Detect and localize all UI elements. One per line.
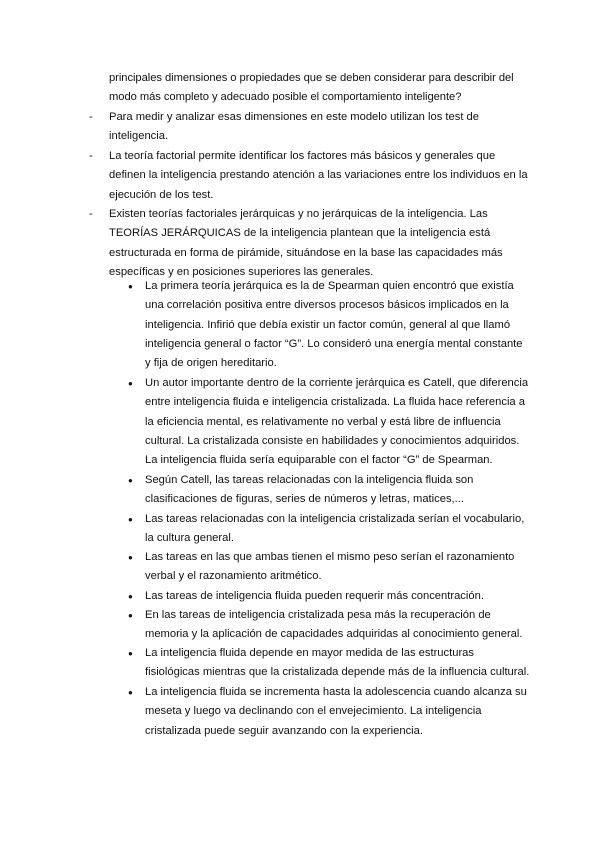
bullet-marker: ● <box>128 592 133 601</box>
dash-item-text: Para medir y analizar esas dimensiones en este modelo utilizan los test de inteligencia. <box>109 111 480 143</box>
dash-item-text: Existen teorías factoriales jerárquicas y no jerárquicas de la inteligencia. Las TEORÍAS JERÁRQUICAS de la inteligencia plantean que la inteligencia está estructurada en forma de pirámide, situándose en la base las capacidades más específicas y en posiciones superiores las generales. <box>109 208 503 278</box>
bullet-item-text: Las tareas en las que ambas tienen el mismo peso serían el razonamiento verbal y el razonamiento aritmético. <box>145 551 515 583</box>
bullet-item-text: La inteligencia fluida depende en mayor medida de las estructuras fisiológicas mientras que la cristalizada depende más de la influencia cultural. <box>145 647 530 679</box>
bullet-marker: ● <box>128 649 133 658</box>
bullet-item-text: Las tareas relacionadas con la inteligencia cristalizada serían el vocabulario, la cultura general. <box>145 513 525 545</box>
bullet-marker: ● <box>128 515 133 524</box>
bullet-item-text: La inteligencia fluida se incrementa hasta la adolescencia cuando alcanza su meseta y luego va declinando con el envejecimiento. La inteligencia cristalizada puede seguir avanzando con la experiencia. <box>145 686 527 737</box>
dash-marker: - <box>89 208 93 220</box>
bullet-marker: ● <box>128 379 133 388</box>
bullet-item-text: La primera teoría jerárquica es la de Spearman quien encontró que existía una correlación positiva entre diversos procesos básicos implicados en la inteligencia. Infirió que debía existir un factor común, general al que llamó inteligencia general o factor “G”. Lo consideró una energía mental constante y fija de origen hereditario. <box>145 280 523 370</box>
dash-marker: - <box>89 150 93 162</box>
dash-marker: - <box>89 111 93 123</box>
dash-item-text: La teoría factorial permite identificar los factores más básicos y generales que definen la inteligencia prestando atención a las variaciones entre los individuos en la ejecución de los test. <box>109 150 528 201</box>
bullet-item-text: Según Catell, las tareas relacionadas con la inteligencia fluida son clasificaciones de figuras, series de números y letras, matices,... <box>145 474 474 506</box>
bullet-marker: ● <box>128 476 133 485</box>
bullet-marker: ● <box>128 282 133 291</box>
bullet-item-text: Un autor importante dentro de la corriente jerárquica es Catell, que diferencia entre inteligencia fluida e inteligencia cristalizada. La fluida hace referencia a la eficiencia mental, es relativamente no verbal y está libre de influencia cultural. La cristalizada consiste en habilidades y conocimientos adquiridos. La inteligencia fluida sería equiparable con el factor “G” de Spearman. <box>145 377 529 467</box>
bullet-item-text: En las tareas de inteligencia cristalizada pesa más la recuperación de memoria y la aplicación de capacidades adquiridas al conocimiento general. <box>145 609 523 641</box>
continuation-paragraph: principales dimensiones o propiedades que se deben considerar para describir del modo más completo y adecuado posible el comportamiento inteligente? <box>109 72 514 104</box>
bullet-item-text: Las tareas de inteligencia fluida pueden requerir más concentración. <box>145 590 484 602</box>
bullet-marker: ● <box>128 688 133 697</box>
bullet-marker: ● <box>128 611 133 620</box>
bullet-marker: ● <box>128 553 133 562</box>
